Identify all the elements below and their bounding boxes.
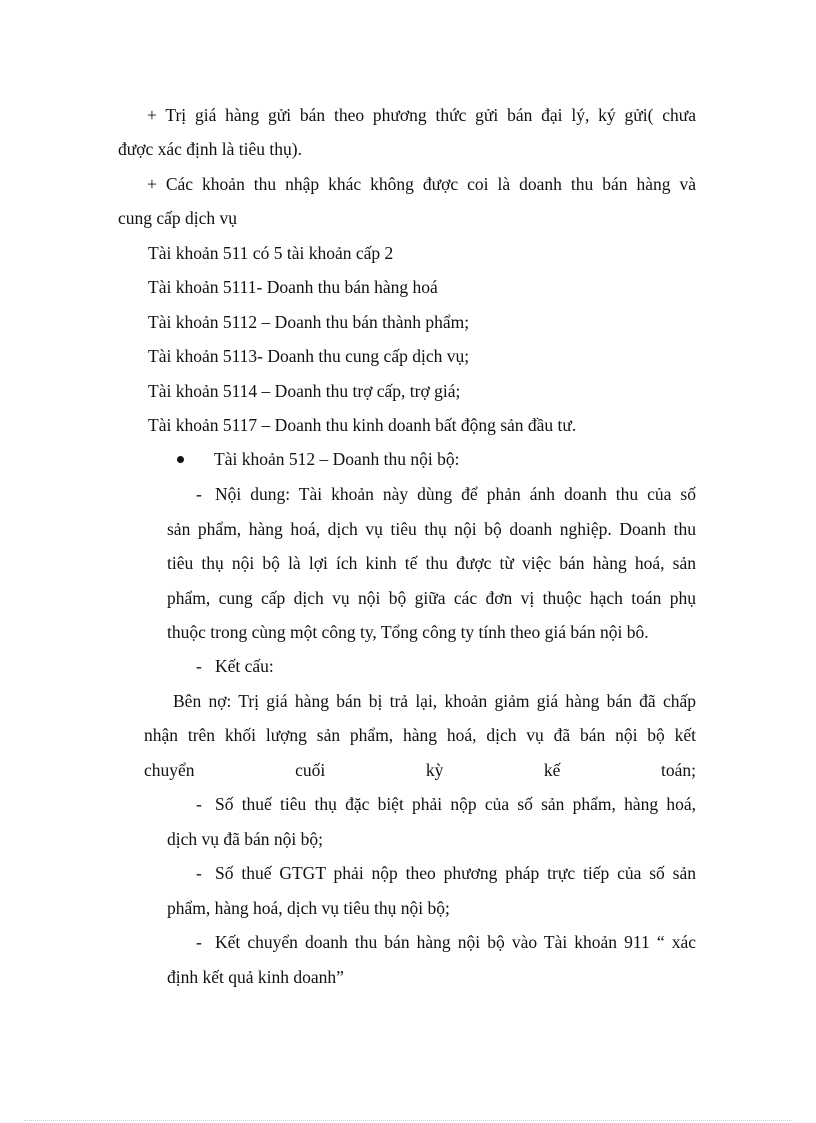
paragraph-line: Kết cấu:	[215, 656, 274, 676]
account-line: Tài khoản 5112 – Doanh thu bán thành phẩm;	[148, 312, 470, 332]
dash-marker: -	[196, 656, 202, 676]
account-line: Tài khoản 5114 – Doanh thu trợ cấp, trợ giá;	[148, 381, 461, 401]
account-line: Tài khoản 5111- Doanh thu bán hàng hoá	[148, 277, 438, 297]
paragraph-line: Kết chuyển doanh thu bán hàng nội bộ vào Tài khoản 911 “ xác	[215, 932, 696, 952]
paragraph-line: cung cấp dịch vụ	[118, 208, 238, 228]
paragraph-line: tiêu thụ nội bộ là lợi ích kinh tế thu được từ việc bán hàng hoá, sản	[167, 553, 696, 573]
paragraph-line: Số thuế tiêu thụ đặc biệt phải nộp của số sản phẩm, hàng hoá,	[215, 794, 696, 814]
paragraph-line: định kết quả kinh doanh”	[167, 967, 344, 987]
paragraph-line: thuộc trong cùng một công ty, Tổng công ty tính theo giá bán nội bô.	[167, 622, 649, 642]
paragraph-line: Số thuế GTGT phải nộp theo phương pháp trực tiếp của số sản	[215, 863, 696, 883]
dash-marker: -	[196, 484, 202, 504]
paragraph-line: dịch vụ đã bán nội bộ;	[167, 829, 324, 849]
account-line: Tài khoản 5117 – Doanh thu kinh doanh bất động sản đầu tư.	[148, 415, 577, 435]
dash-marker: -	[196, 863, 202, 883]
paragraph-line: được xác định là tiêu thụ).	[118, 139, 302, 159]
account-line: Tài khoản 511 có 5 tài khoản cấp 2	[148, 243, 394, 263]
account-line: Tài khoản 5113- Doanh thu cung cấp dịch vụ;	[148, 346, 470, 366]
paragraph-line: Bên nợ: Trị giá hàng bán bị trả lại, khoản giảm giá hàng bán đã chấp	[173, 691, 696, 711]
paragraph-line: Nội dung: Tài khoản này dùng để phản ánh doanh thu của số	[215, 484, 696, 504]
dash-marker: -	[196, 932, 202, 952]
paragraph-line: nhận trên khối lượng sản phẩm, hàng hoá, dịch vụ đã bán nội bộ kết	[144, 725, 696, 745]
paragraph-line: + Các khoản thu nhập khác không được coi là doanh thu bán hàng và	[147, 174, 696, 194]
dash-marker: -	[196, 794, 202, 814]
bullet-heading: Tài khoản 512 – Doanh thu nội bộ:	[214, 449, 460, 469]
paragraph-line: chuyển cuối kỳ kế toán;	[144, 760, 696, 780]
paragraph-line: sản phẩm, hàng hoá, dịch vụ tiêu thụ nội bộ doanh nghiệp. Doanh thu	[167, 519, 696, 539]
paragraph-line: phẩm, hàng hoá, dịch vụ tiêu thụ nội bộ;	[167, 898, 450, 918]
bullet-icon	[177, 456, 184, 463]
paragraph-line: + Trị giá hàng gửi bán theo phương thức gửi bán đại lý, ký gửi( chưa	[147, 105, 696, 125]
paragraph-line: phẩm, cung cấp dịch vụ nội bộ giữa các đơn vị thuộc hạch toán phụ	[167, 588, 696, 608]
page-bottom-rule	[24, 1120, 792, 1121]
